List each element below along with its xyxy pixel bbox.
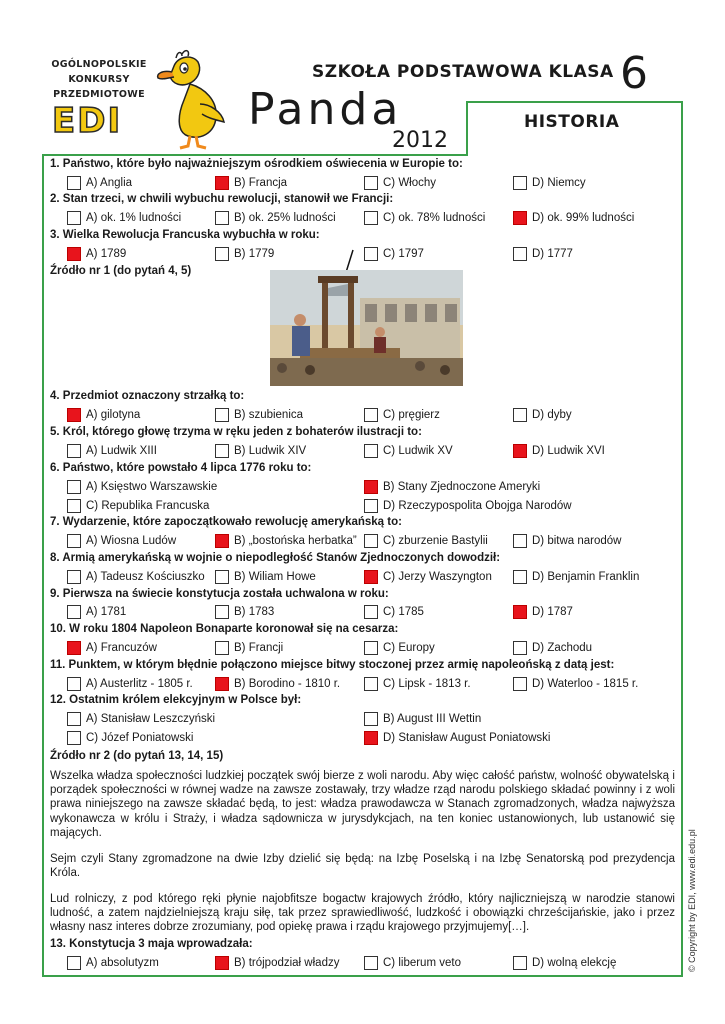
q9-option-a-label: A) 1781 bbox=[86, 606, 127, 618]
q6-option-a[interactable] bbox=[67, 480, 217, 494]
q12-option-d-label: D) Stanisław August Poniatowski bbox=[383, 732, 551, 744]
q13-option-c-label: C) liberum veto bbox=[383, 957, 461, 969]
duck-mascot-icon bbox=[152, 48, 230, 150]
q7-option-d-label: D) bitwa narodów bbox=[532, 535, 622, 547]
q6-option-b-label: B) Stany Zjednoczone Ameryki bbox=[383, 481, 541, 493]
q13-option-a[interactable] bbox=[67, 956, 159, 970]
q1-option-b[interactable] bbox=[215, 176, 287, 190]
q6-option-a-label: A) Księstwo Warszawskie bbox=[86, 481, 218, 493]
q7-option-b-checkbox[interactable] bbox=[215, 534, 229, 548]
question-10: 10. W roku 1804 Napoleon Bonaparte koronował się na cesarza: bbox=[50, 623, 399, 635]
q11-option-b-label: B) Borodino - 1810 r. bbox=[234, 678, 341, 690]
q8-option-a[interactable] bbox=[67, 570, 205, 584]
q5-option-d-checkbox[interactable] bbox=[513, 444, 527, 458]
q6-option-b-checkbox[interactable] bbox=[364, 480, 378, 494]
q12-option-c-label: C) Józef Poniatowski bbox=[86, 732, 194, 744]
question-9: 9. Pierwsza na świecie konstytucja została uchwalona w roku: bbox=[50, 588, 389, 600]
q6-option-d-checkbox[interactable] bbox=[364, 499, 378, 513]
q7-option-a-label: A) Wiosna Ludów bbox=[86, 535, 177, 547]
q2-option-a[interactable] bbox=[67, 211, 181, 225]
question-1: 1. Państwo, które było najważniejszym ośrodkiem oświecenia w Europie to: bbox=[50, 158, 463, 170]
q10-option-d-label: D) Zachodu bbox=[532, 642, 593, 654]
q4-option-c-checkbox[interactable] bbox=[364, 408, 378, 422]
copyright-notice: © Copyright by EDI, www.edi.edu.pl bbox=[687, 829, 697, 972]
q3-option-b-checkbox[interactable] bbox=[215, 247, 229, 261]
school-level-title: SZKOŁA PODSTAWOWA KLASA bbox=[312, 62, 614, 82]
logo-text-line3: PRZEDMIOTOWE bbox=[53, 89, 145, 100]
q3-option-d-checkbox[interactable] bbox=[513, 247, 527, 261]
q10-option-b[interactable] bbox=[215, 641, 283, 655]
q11-option-d-checkbox[interactable] bbox=[513, 677, 527, 691]
q9-option-c-checkbox[interactable] bbox=[364, 605, 378, 619]
q9-option-d[interactable] bbox=[513, 605, 573, 619]
q1-option-b-label: B) Francja bbox=[234, 177, 288, 189]
q3-option-a-checkbox[interactable] bbox=[67, 247, 81, 261]
q2-option-a-label: A) ok. 1% ludności bbox=[86, 212, 182, 224]
q13-option-c[interactable] bbox=[364, 956, 461, 970]
q1-option-a-label: A) Anglia bbox=[86, 177, 133, 189]
q1-option-a-checkbox[interactable] bbox=[67, 176, 81, 190]
q2-option-d-label: D) ok. 99% ludności bbox=[532, 212, 635, 224]
q9-option-a[interactable] bbox=[67, 605, 126, 619]
source-2-paragraph-1: Wszelka władza społeczności ludzkiej początek swój bierze z woli narodu. Aby więc całość państw, wolność obywatelską i porządek społeczności w równej wadze na zawsze zostawały, trzy władze rząd narodu polskiego składać powinny i z woli prawa niniejszego na zawsze składać będą, to jest: władza prawodawcza w Stanach zgromadzonych, władza najwyższa wykonawcza w królu i Straży, i władza sądownicza w jurysdykcjach, na ten koniec ustanowionych, lub ustanowić się mających. bbox=[50, 770, 675, 839]
q11-option-c-label: C) Lipsk - 1813 r. bbox=[383, 678, 471, 690]
q3-option-c-checkbox[interactable] bbox=[364, 247, 378, 261]
q9-option-a-checkbox[interactable] bbox=[67, 605, 81, 619]
q4-option-d-checkbox[interactable] bbox=[513, 408, 527, 422]
frame-right bbox=[681, 101, 683, 976]
q12-option-a-checkbox[interactable] bbox=[67, 712, 81, 726]
frame-top-left bbox=[42, 154, 467, 156]
q4-option-d[interactable] bbox=[513, 408, 572, 422]
logo-text-line1: OGÓLNOPOLSKIE bbox=[51, 59, 147, 70]
q9-option-c-label: C) 1785 bbox=[383, 606, 424, 618]
q5-option-a-label: A) Ludwik XIII bbox=[86, 445, 157, 457]
q7-option-b[interactable] bbox=[215, 534, 357, 548]
q13-option-b-label: B) trójpodział władzy bbox=[234, 957, 340, 969]
q9-option-d-label: D) 1787 bbox=[532, 606, 573, 618]
q12-option-b-checkbox[interactable] bbox=[364, 712, 378, 726]
q6-option-c[interactable] bbox=[67, 499, 209, 513]
q6-option-b[interactable] bbox=[364, 480, 540, 494]
q13-option-c-checkbox[interactable] bbox=[364, 956, 378, 970]
q12-option-c-checkbox[interactable] bbox=[67, 731, 81, 745]
q3-option-a[interactable] bbox=[67, 247, 126, 261]
q11-option-a-checkbox[interactable] bbox=[67, 677, 81, 691]
question-6: 6. Państwo, które powstało 4 lipca 1776 roku to: bbox=[50, 462, 312, 474]
q5-option-a[interactable] bbox=[67, 444, 157, 458]
q4-option-c[interactable] bbox=[364, 408, 440, 422]
question-12: 12. Ostatnim królem elekcyjnym w Polsce był: bbox=[50, 694, 302, 706]
q13-option-d-checkbox[interactable] bbox=[513, 956, 527, 970]
q12-option-a-label: A) Stanisław Leszczyński bbox=[86, 713, 216, 725]
q11-option-d-label: D) Waterloo - 1815 r. bbox=[532, 678, 639, 690]
q13-option-b-checkbox[interactable] bbox=[215, 956, 229, 970]
contest-year: 2012 bbox=[392, 128, 448, 153]
q6-option-d[interactable] bbox=[364, 499, 572, 513]
frame-left bbox=[42, 154, 44, 976]
q11-option-b[interactable] bbox=[215, 677, 340, 691]
question-2: 2. Stan trzeci, w chwili wybuchu rewolucji, stanowił we Francji: bbox=[50, 193, 394, 205]
q3-option-a-label: A) 1789 bbox=[86, 248, 127, 260]
q1-option-c-checkbox[interactable] bbox=[364, 176, 378, 190]
question-11: 11. Punktem, w którym błędnie połączono miejsce bitwy stoczonej przez armię napoleońską z datą jest: bbox=[50, 659, 615, 671]
q13-option-d-label: D) wolną elekcję bbox=[532, 957, 617, 969]
q5-option-a-checkbox[interactable] bbox=[67, 444, 81, 458]
q4-option-a-label: A) gilotyna bbox=[86, 409, 141, 421]
q4-option-b-checkbox[interactable] bbox=[215, 408, 229, 422]
q1-option-c[interactable] bbox=[364, 176, 436, 190]
q12-option-b[interactable] bbox=[364, 712, 481, 726]
q9-option-c[interactable] bbox=[364, 605, 424, 619]
q3-option-c[interactable] bbox=[364, 247, 424, 261]
q7-option-a[interactable] bbox=[67, 534, 176, 548]
q5-option-d-label: D) Ludwik XVI bbox=[532, 445, 605, 457]
q12-option-b-label: B) August III Wettin bbox=[383, 713, 482, 725]
q10-option-b-label: B) Francji bbox=[234, 642, 284, 654]
q1-option-b-checkbox[interactable] bbox=[215, 176, 229, 190]
q3-option-b-label: B) 1779 bbox=[234, 248, 275, 260]
q13-option-b[interactable] bbox=[215, 956, 339, 970]
q8-option-c-checkbox[interactable] bbox=[364, 570, 378, 584]
q1-option-d-checkbox[interactable] bbox=[513, 176, 527, 190]
frame-top-right bbox=[467, 101, 682, 103]
q2-option-c-checkbox[interactable] bbox=[364, 211, 378, 225]
q7-option-c-label: C) zburzenie Bastylii bbox=[383, 535, 488, 547]
question-8: 8. Armią amerykańską w wojnie o niepodległość Stanów Zjednoczonych dowodził: bbox=[50, 552, 501, 564]
q12-option-d-checkbox[interactable] bbox=[364, 731, 378, 745]
logo-text-line2: KONKURSY bbox=[68, 74, 130, 85]
q10-option-c-label: C) Europy bbox=[383, 642, 435, 654]
q1-option-d[interactable] bbox=[513, 176, 586, 190]
q4-option-d-label: D) dyby bbox=[532, 409, 572, 421]
q3-option-d-label: D) 1777 bbox=[532, 248, 573, 260]
q9-option-b[interactable] bbox=[215, 605, 274, 619]
question-5: 5. Król, którego głowę trzyma w ręku jeden z bohaterów ilustracji to: bbox=[50, 426, 422, 438]
q6-option-a-checkbox[interactable] bbox=[67, 480, 81, 494]
q10-option-c[interactable] bbox=[364, 641, 435, 655]
q5-option-c-label: C) Ludwik XV bbox=[383, 445, 453, 457]
source-2-paragraph-3: Lud rolniczy, z pod którego ręki płynie najobfitsze bogactw krajowych źródło, który najliczniejszą w narodzie stanowi ludność, a zatem najdzielniejszą kraju siłę, tak przez sprawiedliwość, ludzkość i obowiązki chrześcijańskie, jako i przez własny nasz interes dobrze zrozumiany, pod opiekę prawa i rządu krajowego przyjmujemy[…]. bbox=[50, 893, 675, 934]
q11-option-d[interactable] bbox=[513, 677, 638, 691]
q2-option-b[interactable] bbox=[215, 211, 336, 225]
q4-option-b[interactable] bbox=[215, 408, 303, 422]
q6-option-c-label: C) Republika Francuska bbox=[86, 500, 210, 512]
frame-step bbox=[466, 101, 468, 156]
q12-option-d[interactable] bbox=[364, 731, 550, 745]
q13-option-a-label: A) absolutyzm bbox=[86, 957, 159, 969]
q8-option-b[interactable] bbox=[215, 570, 316, 584]
q7-option-d[interactable] bbox=[513, 534, 621, 548]
q6-option-c-checkbox[interactable] bbox=[67, 499, 81, 513]
q2-option-d[interactable] bbox=[513, 211, 634, 225]
q4-option-c-label: C) pręgierz bbox=[383, 409, 440, 421]
q11-option-a-label: A) Austerlitz - 1805 r. bbox=[86, 678, 193, 690]
q4-option-a-checkbox[interactable] bbox=[67, 408, 81, 422]
q8-option-a-label: A) Tadeusz Kościuszko bbox=[86, 571, 205, 583]
q12-option-c[interactable] bbox=[67, 731, 193, 745]
q13-option-a-checkbox[interactable] bbox=[67, 956, 81, 970]
frame-bottom bbox=[42, 975, 683, 977]
q2-option-c-label: C) ok. 78% ludności bbox=[383, 212, 486, 224]
q4-option-b-label: B) szubienica bbox=[234, 409, 304, 421]
q9-option-d-checkbox[interactable] bbox=[513, 605, 527, 619]
q4-option-a[interactable] bbox=[67, 408, 140, 422]
q10-option-d-checkbox[interactable] bbox=[513, 641, 527, 655]
q2-option-b-label: B) ok. 25% ludności bbox=[234, 212, 336, 224]
q13-option-d[interactable] bbox=[513, 956, 616, 970]
q8-option-b-checkbox[interactable] bbox=[215, 570, 229, 584]
q5-option-b-checkbox[interactable] bbox=[215, 444, 229, 458]
q9-option-b-label: B) 1783 bbox=[234, 606, 275, 618]
q1-option-a[interactable] bbox=[67, 176, 132, 190]
q3-option-d[interactable] bbox=[513, 247, 573, 261]
subject-title: HISTORIA bbox=[524, 112, 620, 132]
q10-option-a[interactable] bbox=[67, 641, 157, 655]
q7-option-c[interactable] bbox=[364, 534, 488, 548]
source-2-paragraph-2: Sejm czyli Stany zgromadzone na dwie Izby dzielić się będą: na Izbę Poselską i na Izbę Senatorską pod prezydencja Króla. bbox=[50, 853, 675, 880]
q8-option-c[interactable] bbox=[364, 570, 492, 584]
guillotine-illustration bbox=[270, 270, 463, 386]
q2-option-b-checkbox[interactable] bbox=[215, 211, 229, 225]
q8-option-b-label: B) Wiliam Howe bbox=[234, 571, 316, 583]
q10-option-c-checkbox[interactable] bbox=[364, 641, 378, 655]
q12-option-a[interactable] bbox=[67, 712, 215, 726]
q5-option-d[interactable] bbox=[513, 444, 605, 458]
source-1-title: Źródło nr 1 (do pytań 4, 5) bbox=[50, 265, 192, 277]
question-7: 7. Wydarzenie, które zapoczątkowało rewolucję amerykańską to: bbox=[50, 516, 402, 528]
q8-option-c-label: C) Jerzy Waszyngton bbox=[383, 571, 492, 583]
grade-number: 6 bbox=[620, 48, 648, 99]
q10-option-d[interactable] bbox=[513, 641, 592, 655]
q7-option-c-checkbox[interactable] bbox=[364, 534, 378, 548]
logo-brand: EDI bbox=[52, 101, 123, 141]
q7-option-a-checkbox[interactable] bbox=[67, 534, 81, 548]
q8-option-d[interactable] bbox=[513, 570, 639, 584]
q8-option-d-checkbox[interactable] bbox=[513, 570, 527, 584]
q10-option-b-checkbox[interactable] bbox=[215, 641, 229, 655]
q2-option-d-checkbox[interactable] bbox=[513, 211, 527, 225]
q11-option-a[interactable] bbox=[67, 677, 193, 691]
q9-option-b-checkbox[interactable] bbox=[215, 605, 229, 619]
q6-option-d-label: D) Rzeczypospolita Obojga Narodów bbox=[383, 500, 572, 512]
q5-option-b[interactable] bbox=[215, 444, 306, 458]
q11-option-c[interactable] bbox=[364, 677, 471, 691]
q5-option-b-label: B) Ludwik XIV bbox=[234, 445, 307, 457]
source-2-title: Źródło nr 2 (do pytań 13, 14, 15) bbox=[50, 750, 224, 762]
q8-option-d-label: D) Benjamin Franklin bbox=[532, 571, 640, 583]
q8-option-a-checkbox[interactable] bbox=[67, 570, 81, 584]
q10-option-a-label: A) Francuzów bbox=[86, 642, 157, 654]
q11-option-c-checkbox[interactable] bbox=[364, 677, 378, 691]
q10-option-a-checkbox[interactable] bbox=[67, 641, 81, 655]
q5-option-c[interactable] bbox=[364, 444, 453, 458]
question-3: 3. Wielka Rewolucja Francuska wybuchła w roku: bbox=[50, 229, 320, 241]
question-4: 4. Przedmiot oznaczony strzałką to: bbox=[50, 390, 245, 402]
q7-option-b-label: B) „bostońska herbatka” bbox=[234, 535, 357, 547]
q2-option-c[interactable] bbox=[364, 211, 485, 225]
q2-option-a-checkbox[interactable] bbox=[67, 211, 81, 225]
contest-title: Panda bbox=[248, 84, 403, 135]
q7-option-d-checkbox[interactable] bbox=[513, 534, 527, 548]
q1-option-d-label: D) Niemcy bbox=[532, 177, 586, 189]
question-13: 13. Konstytucja 3 maja wprowadzała: bbox=[50, 938, 253, 950]
q3-option-c-label: C) 1797 bbox=[383, 248, 424, 260]
q1-option-c-label: C) Włochy bbox=[383, 177, 437, 189]
q5-option-c-checkbox[interactable] bbox=[364, 444, 378, 458]
q3-option-b[interactable] bbox=[215, 247, 274, 261]
q11-option-b-checkbox[interactable] bbox=[215, 677, 229, 691]
